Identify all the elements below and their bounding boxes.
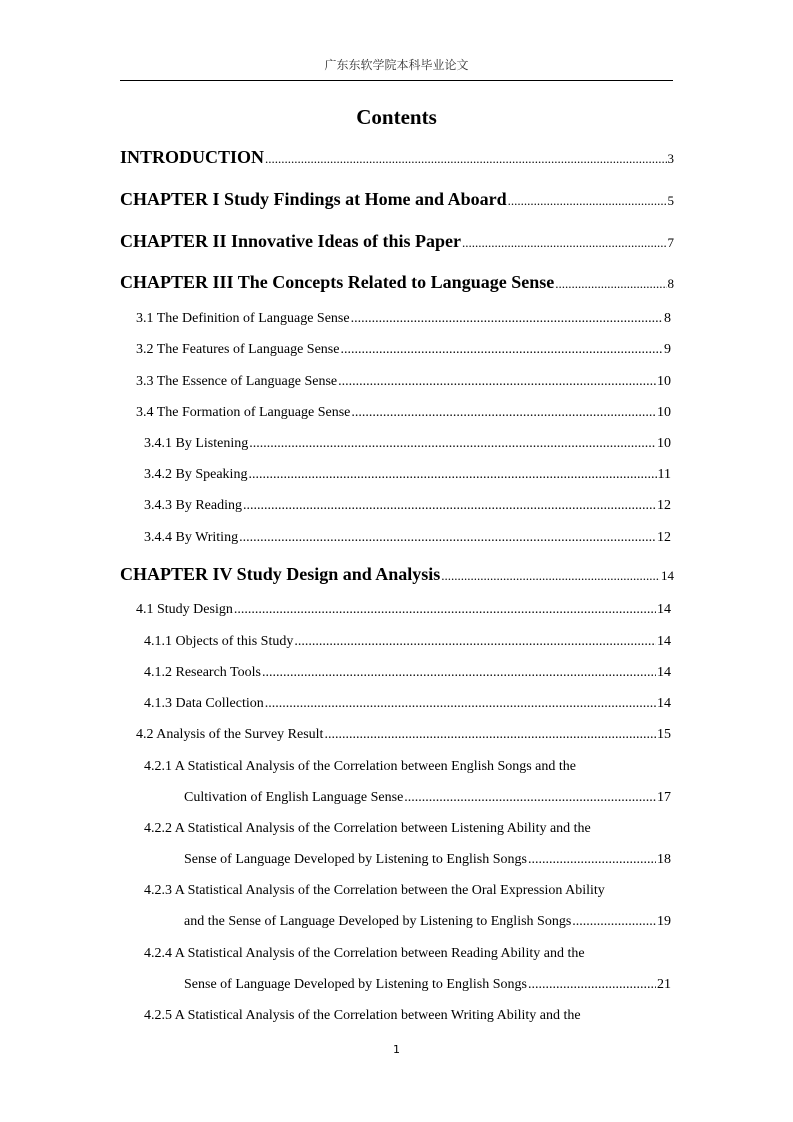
page-number: 12 [657,530,671,545]
page-number: 10 [657,436,671,451]
page-number: 10 [657,374,671,389]
toc-entry-4-1[interactable]: 4.1 Study Design ..... 14 [136,602,671,618]
page-number: 10 [657,405,671,420]
page-number: 14 [657,696,671,711]
page-number: 14 [657,634,671,649]
toc-entry-3-4-1[interactable]: 3.4.1 By Listening ..... 10 [144,436,671,452]
page-footer-number: 1 [393,1043,400,1056]
toc-entry-4-2-2-cont[interactable]: Sense of Language Developed by Listening to English Songs ..... 18 [184,852,671,868]
toc-entry-4-1-2[interactable]: 4.1.2 Research Tools ..... 14 [144,665,671,681]
toc-entry-4-2-3[interactable]: 4.2.3 A Statistical Analysis of the Correlation between the Oral Expression Ability [144,883,605,898]
toc-entry-4-2-5[interactable]: 4.2.5 A Statistical Analysis of the Correlation between Writing Ability and the [144,1008,581,1023]
page-number: 21 [657,977,671,992]
page-header: 广东东软学院本科毕业论文 [324,58,469,72]
page-number: 9 [664,342,671,357]
page-number: 8 [667,276,674,291]
toc-entry-chapter-4[interactable]: CHAPTER IV Study Design and Analysis ..... 14 [120,564,674,585]
toc-entry-chapter-3[interactable]: CHAPTER III The Concepts Related to Language Sense ..... 8 [120,272,674,293]
contents-title: Contents [356,105,437,129]
toc-entry-chapter-2[interactable]: CHAPTER II Innovative Ideas of this Paper ..... 7 [120,231,674,252]
page-number: 19 [657,914,671,929]
page-number: 3 [667,151,674,166]
toc-entry-introduction[interactable]: INTRODUCTION ..... 3 [120,147,674,168]
toc-entry-3-2[interactable]: 3.2 The Features of Language Sense ..... 9 [136,342,671,358]
toc-entry-3-4[interactable]: 3.4 The Formation of Language Sense ..... 10 [136,405,671,421]
toc-entry-4-1-3[interactable]: 4.1.3 Data Collection ..... 14 [144,696,671,712]
toc-entry-4-2-4[interactable]: 4.2.4 A Statistical Analysis of the Correlation between Reading Ability and the [144,946,585,961]
toc-entry-4-2-2[interactable]: 4.2.2 A Statistical Analysis of the Correlation between Listening Ability and the [144,821,591,836]
toc-entry-3-3[interactable]: 3.3 The Essence of Language Sense ..... 10 [136,374,671,390]
toc-entry-chapter-1[interactable]: CHAPTER I Study Findings at Home and Aboard ..... 5 [120,189,674,210]
page-number: 12 [657,498,671,513]
page-number: 14 [661,568,674,583]
toc-entry-3-4-2[interactable]: 3.4.2 By Speaking ..... 11 [144,467,671,483]
page-number: 15 [657,727,671,742]
toc-entry-3-4-4[interactable]: 3.4.4 By Writing ..... 12 [144,530,671,546]
toc-entry-3-4-3[interactable]: 3.4.3 By Reading ..... 12 [144,498,671,514]
page-number: 8 [664,311,671,326]
page-number: 17 [657,790,671,805]
toc-entry-4-2-1-cont[interactable]: Cultivation of English Language Sense ..... 17 [184,790,671,806]
page-number: 11 [657,467,671,482]
page-number: 14 [657,665,671,680]
page-number: 7 [667,235,674,250]
page-number: 14 [657,602,671,617]
page-number: 18 [657,852,671,867]
toc-entry-4-2-3-cont[interactable]: and the Sense of Language Developed by Listening to English Songs ..... 19 [184,914,671,930]
toc-entry-3-1[interactable]: 3.1 The Definition of Language Sense ..... 8 [136,311,671,327]
toc-entry-4-2-4-cont[interactable]: Sense of Language Developed by Listening to English Songs ..... 21 [184,977,671,993]
toc-entry-4-1-1[interactable]: 4.1.1 Objects of this Study ..... 14 [144,634,671,650]
toc-entry-4-2[interactable]: 4.2 Analysis of the Survey Result ..... 15 [136,727,671,743]
toc-entry-4-2-1[interactable]: 4.2.1 A Statistical Analysis of the Correlation between English Songs and the [144,759,577,774]
page-number: 5 [667,193,674,208]
